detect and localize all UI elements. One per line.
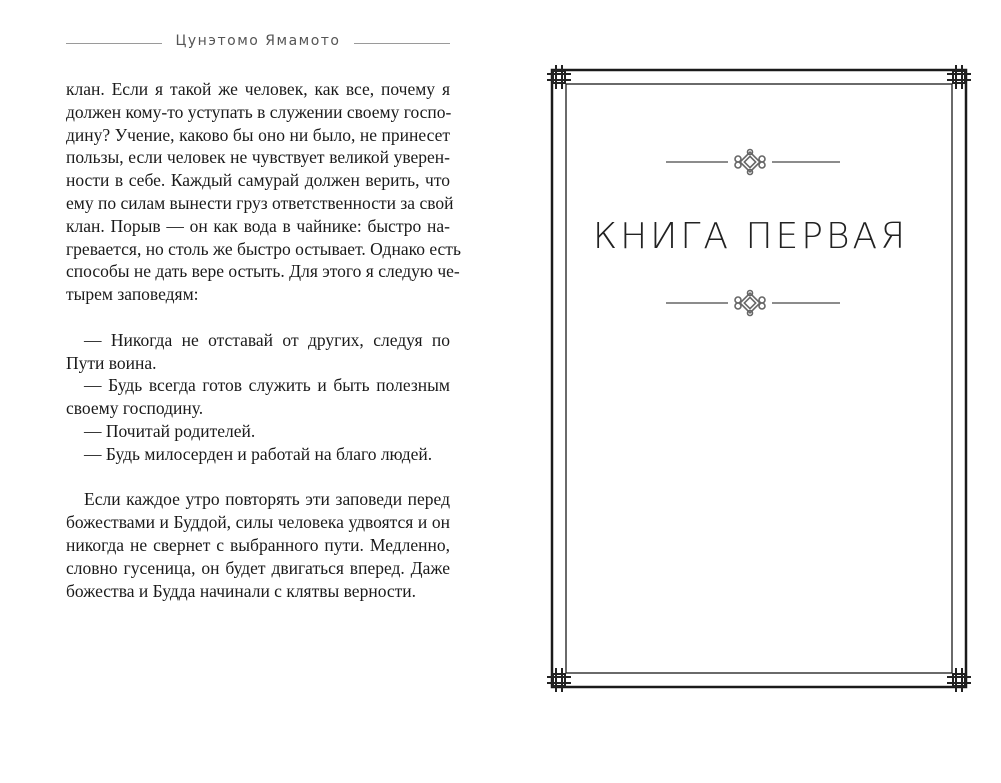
- text-line: ему по силам вынести груз ответственности за свой: [66, 192, 454, 213]
- top-ornament: [666, 150, 840, 175]
- commandment-line: Пути воина.: [66, 352, 157, 373]
- text-line: пользы, если человек не чувствует великой уверен-: [66, 147, 450, 168]
- text-line: клан. Порыв — он как вода в чайнике: быстро на-: [66, 215, 450, 236]
- text-line: клан. Если я такой же человек, как все, почему я: [66, 79, 450, 99]
- header-rule-right: [354, 43, 450, 44]
- running-head-author: Цунэтомо Ямамото: [175, 33, 341, 49]
- text-line: способы не дать вере остыть. Для этого я следую че-: [66, 261, 460, 282]
- corner-knot-icon: [947, 65, 971, 89]
- text-line: дину? Учение, каково бы оно ни было, не принесет: [66, 124, 450, 145]
- commandment-line: — Почитай родителей.: [84, 420, 256, 441]
- corner-knot-icon: [947, 668, 971, 692]
- body-text: [66, 78, 461, 602]
- bottom-ornament: [666, 291, 840, 316]
- running-head: [66, 33, 450, 53]
- endless-knot-icon: [735, 291, 765, 316]
- text-line: ности в себе. Каждый самурай должен верить, что: [66, 170, 450, 191]
- closing-line: божествами и Буддой, силы человека удвоятся и он: [66, 512, 450, 533]
- text-line: гревается, но столь же быстро остывает. Однако есть: [66, 238, 461, 259]
- left-page: [0, 0, 500, 783]
- closing-line: словно гусеница, он будет двигаться вперед. Даже: [66, 557, 450, 578]
- commandment-line: своему господину.: [66, 398, 204, 419]
- endless-knot-icon: [735, 150, 765, 175]
- commandment-line: — Никогда не отставай от других, следуя по: [84, 329, 450, 350]
- decorative-frame: [500, 0, 1001, 783]
- commandment-line: — Будь милосерден и работай на благо людей.: [84, 443, 433, 464]
- text-line: должен кому-то уступать в служении своему госпо-: [66, 101, 452, 122]
- corner-knot-icon: [547, 668, 571, 692]
- closing-line: божества и Будда начинали с клятвы верности.: [66, 580, 417, 601]
- book-title: КНИГА ПЕРВАЯ: [592, 216, 909, 257]
- closing-line: Если каждое утро повторять эти заповеди перед: [84, 489, 450, 510]
- corner-knot-icon: [547, 65, 571, 89]
- commandment-line: — Будь всегда готов служить и быть полезным: [84, 375, 450, 396]
- closing-line: никогда не свернет с выбранного пути. Медленно,: [66, 534, 450, 555]
- right-page: [500, 0, 1001, 783]
- text-line: тырем заповедям:: [66, 284, 199, 305]
